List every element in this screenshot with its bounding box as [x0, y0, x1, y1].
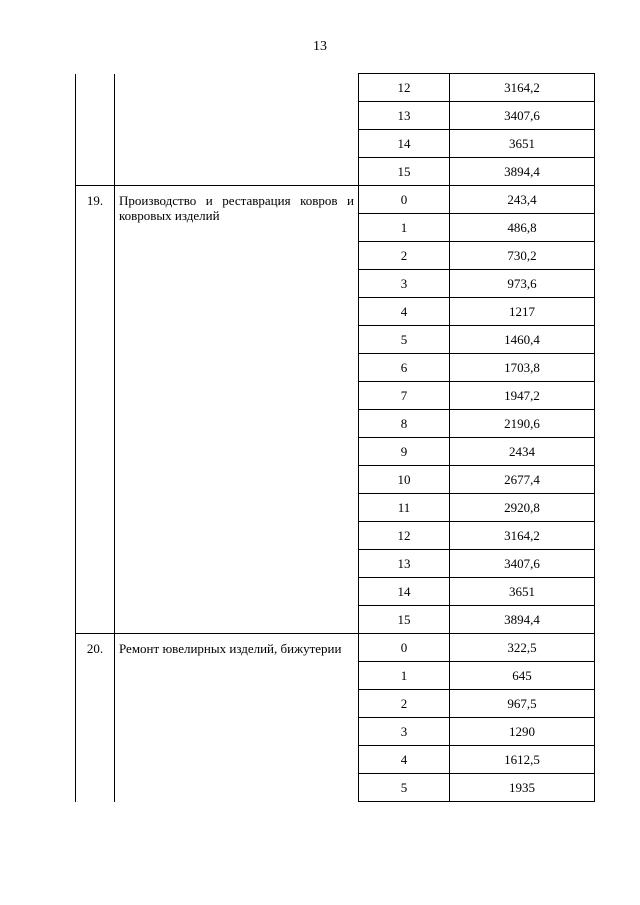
value-cell: 1612,5: [450, 746, 595, 774]
code-cell: 2: [359, 242, 450, 270]
section-name-cell: [115, 74, 359, 186]
tariff-table: [75, 73, 595, 802]
code-cell: 15: [359, 606, 450, 634]
code-cell: 5: [359, 326, 450, 354]
code-cell: 11: [359, 494, 450, 522]
tariff-table-body: [76, 74, 595, 802]
value-cell: 3407,6: [450, 550, 595, 578]
code-cell: 1: [359, 662, 450, 690]
value-cell: 1290: [450, 718, 595, 746]
code-cell: 3: [359, 718, 450, 746]
code-cell: 12: [359, 522, 450, 550]
table-row: [76, 634, 595, 662]
value-cell: 1947,2: [450, 382, 595, 410]
value-cell: 967,5: [450, 690, 595, 718]
value-cell: 3894,4: [450, 158, 595, 186]
code-cell: 9: [359, 438, 450, 466]
value-cell: 2190,6: [450, 410, 595, 438]
page-number: 13: [313, 39, 327, 54]
value-cell: 3651: [450, 578, 595, 606]
section-number: 19.: [76, 186, 115, 634]
value-cell: 730,2: [450, 242, 595, 270]
code-cell: 2: [359, 690, 450, 718]
value-cell: 243,4: [450, 186, 595, 214]
code-cell: 13: [359, 102, 450, 130]
value-cell: 1703,8: [450, 354, 595, 382]
section-number-cell: [76, 74, 115, 186]
value-cell: 2920,8: [450, 494, 595, 522]
code-cell: 14: [359, 578, 450, 606]
value-cell: 3407,6: [450, 102, 595, 130]
code-cell: 3: [359, 270, 450, 298]
table-row: [76, 74, 595, 102]
section-name: Ремонт ювелирных изделий, бижутерии: [115, 634, 359, 802]
value-cell: 3894,4: [450, 606, 595, 634]
code-cell: 14: [359, 130, 450, 158]
section-number: 20.: [76, 634, 115, 802]
value-cell: 1460,4: [450, 326, 595, 354]
code-cell: 15: [359, 158, 450, 186]
code-cell: 13: [359, 550, 450, 578]
value-cell: 3164,2: [450, 522, 595, 550]
value-cell: 3164,2: [450, 74, 595, 102]
code-cell: 7: [359, 382, 450, 410]
value-cell: 322,5: [450, 634, 595, 662]
code-cell: 4: [359, 746, 450, 774]
code-cell: 6: [359, 354, 450, 382]
value-cell: 1935: [450, 774, 595, 802]
value-cell: 1217: [450, 298, 595, 326]
code-cell: 10: [359, 466, 450, 494]
value-cell: 486,8: [450, 214, 595, 242]
value-cell: 973,6: [450, 270, 595, 298]
section-name: Производство и реставрация ковров и ковровых изделий: [115, 186, 359, 634]
code-cell: 5: [359, 774, 450, 802]
value-cell: 3651: [450, 130, 595, 158]
code-cell: 1: [359, 214, 450, 242]
value-cell: 645: [450, 662, 595, 690]
code-cell: 4: [359, 298, 450, 326]
code-cell: 0: [359, 186, 450, 214]
code-cell: 0: [359, 634, 450, 662]
value-cell: 2434: [450, 438, 595, 466]
value-cell: 2677,4: [450, 466, 595, 494]
code-cell: 8: [359, 410, 450, 438]
table-row: [76, 186, 595, 214]
code-cell: 12: [359, 74, 450, 102]
